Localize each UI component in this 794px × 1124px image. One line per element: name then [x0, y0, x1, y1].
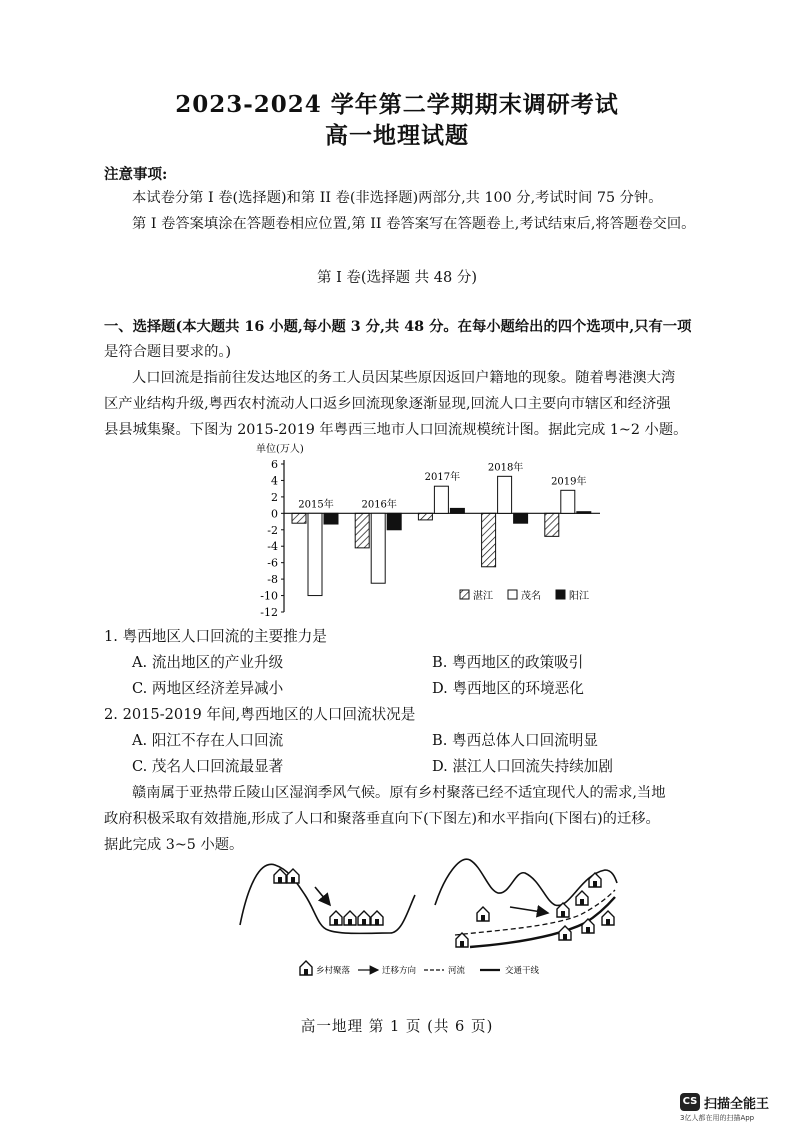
exam-title: 2023-2024 学年第二学期期末调研考试: [175, 91, 619, 118]
legend-migration: 迁移方向: [382, 966, 417, 976]
legend-label: 阳江: [569, 591, 589, 602]
page-footer: 高一地理 第 1 页 (共 6 页): [300, 1018, 494, 1035]
scanner-logo-sub: 3亿人都在用的扫描App: [680, 1114, 755, 1122]
passage1-line-1: 人口回流是指前往发达地区的务工人员因某些原因返回户籍地的现象。随着粤港澳大湾: [132, 370, 676, 386]
bar-阳江: [450, 508, 464, 513]
village-icon: [576, 891, 588, 905]
village-icon: [358, 911, 370, 925]
category-label: 2019年: [551, 476, 587, 488]
y-tick-label: -6: [267, 556, 278, 570]
village-icon: [330, 911, 342, 925]
bar-茂名: [561, 490, 575, 513]
q1-option-c[interactable]: C. 两地区经济差异减小: [132, 680, 284, 697]
passage2-line-2: 政府积极采取有效措施,形成了人口和聚落垂直向下(下图左)和水平指向(下图右)的迁移。: [104, 811, 660, 827]
section-title: 第 I 卷(选择题 共 48 分): [316, 270, 478, 286]
y-tick-label: -8: [267, 573, 278, 587]
bar-阳江: [577, 512, 591, 514]
village-icon: [300, 961, 312, 975]
bar-茂名: [434, 486, 448, 513]
chart-tick-labels: [260, 458, 278, 619]
q1-option-d[interactable]: D. 粤西地区的环境恶化: [432, 680, 584, 697]
y-tick-label: 2: [271, 490, 278, 504]
subject-title: 高一地理试题: [325, 122, 469, 149]
village-icon: [477, 907, 489, 921]
section-instructions-1: [104, 315, 691, 340]
category-label: 2017年: [424, 472, 461, 484]
q2-option-d[interactable]: D. 湛江人口回流失持续加剧: [432, 758, 613, 775]
q1-option-a[interactable]: A. 流出地区的产业升级: [132, 654, 284, 671]
legend-label: 湛江: [473, 591, 493, 602]
chart-ylabel: 单位(万人): [256, 444, 304, 455]
bar-茂名: [371, 513, 385, 583]
chart-legend: [460, 589, 589, 602]
bar-阳江: [387, 513, 401, 529]
y-tick-label: 0: [271, 507, 278, 521]
horizontal-migration-panel: [435, 859, 617, 947]
village-icon: [559, 926, 571, 940]
bar-湛江: [355, 513, 369, 548]
migration-arrow: [315, 887, 330, 905]
scanner-logo-badge: CS: [680, 1093, 700, 1111]
bar-湛江: [482, 513, 496, 566]
passage2-line-1: 赣南属于亚热带丘陵山区湿润季风气候。原有乡村聚落已经不适宜现代人的需求,当地: [132, 785, 666, 801]
bar-阳江: [514, 513, 528, 523]
notice-heading: 注意事项:: [104, 166, 168, 183]
q2-option-c[interactable]: C. 茂名人口回流最显著: [132, 758, 284, 775]
y-tick-label: -2: [267, 523, 278, 537]
q2-option-a[interactable]: A. 阳江不存在人口回流: [132, 732, 284, 749]
legend-label: 茂名: [521, 591, 541, 602]
bar-湛江: [545, 513, 559, 536]
q2-option-b[interactable]: B. 粤西总体人口回流明显: [432, 732, 598, 749]
notice-line-1: 本试卷分第 I 卷(选择题)和第 II 卷(非选择题)两部分,共 100 分,考试时间 75 分钟。: [132, 190, 663, 206]
passage2-line-3: 据此完成 3~5 小题。: [104, 837, 244, 853]
population-return-chart: [240, 438, 610, 623]
bar-湛江: [292, 513, 306, 523]
settlement-migration-diagram: [230, 855, 630, 985]
legend-swatch: [508, 590, 517, 599]
bar-茂名: [308, 513, 322, 595]
bar-阳江: [324, 513, 338, 524]
legend-road: 交通干线: [505, 966, 540, 976]
village-icon: [274, 869, 286, 883]
legend-river: 河流: [448, 966, 466, 976]
legend-swatch: [460, 590, 469, 599]
legend-swatch: [556, 590, 565, 599]
scanner-watermark: [680, 1093, 780, 1123]
bar-茂名: [498, 476, 512, 513]
category-label: 2018年: [487, 462, 524, 474]
question-2-stem: 2. 2015-2019 年间,粤西地区的人口回流状况是: [104, 706, 416, 723]
category-label: 2015年: [298, 499, 334, 511]
diagram-legend: [300, 961, 540, 976]
village-icon: [344, 911, 356, 925]
y-tick-label: -10: [260, 589, 278, 603]
village-icon: [602, 911, 614, 925]
village-icon: [371, 911, 383, 925]
chart-bars: [292, 476, 591, 595]
village-icon: [287, 869, 299, 883]
scanner-logo-name: 扫描全能王: [704, 1097, 770, 1112]
village-icon: [582, 919, 594, 933]
section-instructions-text: 一、选择题(本大题共 16 小题,每小题 3 分,共 48 分。在每小题给出的四个选项中,只有一项: [104, 319, 692, 335]
question-1-stem: 1. 粤西地区人口回流的主要推力是: [104, 628, 327, 645]
y-tick-label: 4: [271, 474, 278, 488]
q1-option-b[interactable]: B. 粤西地区的政策吸引: [432, 654, 584, 671]
notice-line-2: 第 I 卷答案填涂在答题卷相应位置,第 II 卷答案写在答题卷上,考试结束后,将答题卷交回。: [132, 216, 696, 232]
bar-湛江: [418, 513, 432, 520]
passage1-line-2: 区产业结构升级,粤西农村流动人口返乡回流现象逐渐显现,回流人口主要向市辖区和经济强: [104, 396, 671, 412]
y-tick-label: -12: [260, 606, 278, 619]
migration-arrow: [510, 907, 548, 913]
section-instructions-2: 是符合题目要求的。): [104, 344, 232, 360]
y-tick-label: -4: [267, 540, 278, 554]
passage1-line-3: 县县城集聚。下图为 2015-2019 年粤西三地市人口回流规模统计图。据此完成 1~2 小题。: [104, 422, 688, 438]
village-icon: [589, 873, 601, 887]
legend-village: 乡村聚落: [316, 966, 351, 976]
y-tick-label: 6: [271, 458, 278, 471]
road-line: [470, 897, 615, 947]
category-label: 2016年: [361, 499, 397, 511]
vertical-migration-panel: [240, 864, 415, 933]
